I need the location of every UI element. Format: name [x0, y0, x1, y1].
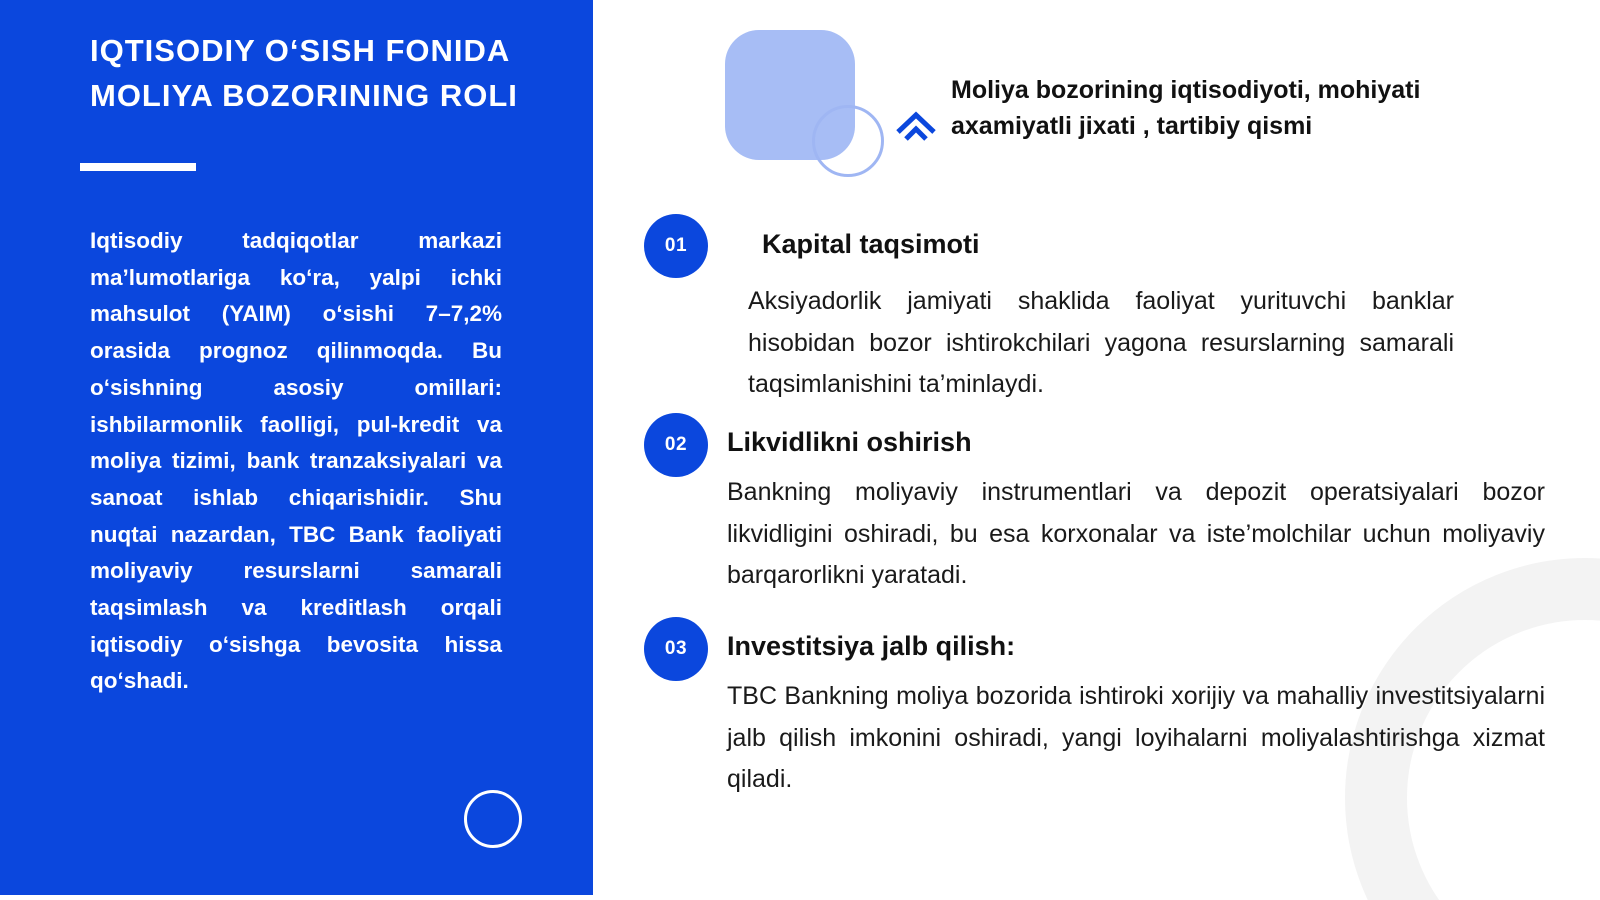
left-panel — [0, 0, 593, 895]
decorative-ring — [464, 790, 522, 848]
header-subtitle: Moliya bozorining iqtisodiyoti, mohiyati axamiyatli jixati , tartibiy qismi — [951, 76, 1421, 140]
decorative-circle-outline — [812, 105, 884, 177]
item-heading-03: Investitsiya jalb qilish: — [727, 631, 1016, 661]
number-badge-03: 03 — [644, 617, 708, 681]
item-text-03: TBC Bankning moliya bozorida ishtiroki xorijiy va mahalliy investitsiyalarni jalb qilish imkonini oshiradi, yangi loyihalarni moliyalashtirishga xizmat qiladi. — [727, 682, 1545, 793]
number-badge-01: 01 — [644, 214, 708, 278]
item-text-02: Bankning moliyaviy instrumentlari va depozit operatsiyalari bozor likvidligini oshiradi, bu esa korxonalar va iste’molchilar uchun moliyaviy barqarorlikni yaratadi. — [727, 478, 1545, 589]
slide-title: IQTISODIY O‘SISH FONIDA MOLIYA BOZORINING ROLI — [90, 33, 518, 113]
item-heading-01: Kapital taqsimoti — [762, 229, 980, 259]
intro-paragraph: Iqtisodiy tadqiqotlar markazi ma’lumotlariga ko‘ra, yalpi ichki mahsulot (YAIM) o‘sishi 7–7,2% orasida prognoz qilinmoqda. Bu o‘sishning asosiy omillari: ishbilarmonlik faolligi, pul-kredit va moliya tizimi, bank tranzaksiyalari va sanoat ishlab chiqarishidir. Shu nuqtai nazardan, TBC Bank faoliyati moliyaviy resurslarni samarali taqsimlash va kreditlash orqali iqtisodiy o‘sishga bevosita hissa qo‘shadi. — [90, 228, 502, 694]
double-chevron-up-icon — [895, 108, 937, 142]
title-underline — [80, 163, 196, 171]
number-badge-02: 02 — [644, 413, 708, 477]
item-heading-02: Likvidlikni oshirish — [727, 427, 972, 457]
item-text-01: Aksiyadorlik jamiyati shaklida faoliyat yurituvchi banklar hisobidan bozor ishtirokchilari yagona resurslarning samarali taqsimlanishini ta’minlaydi. — [748, 287, 1454, 398]
